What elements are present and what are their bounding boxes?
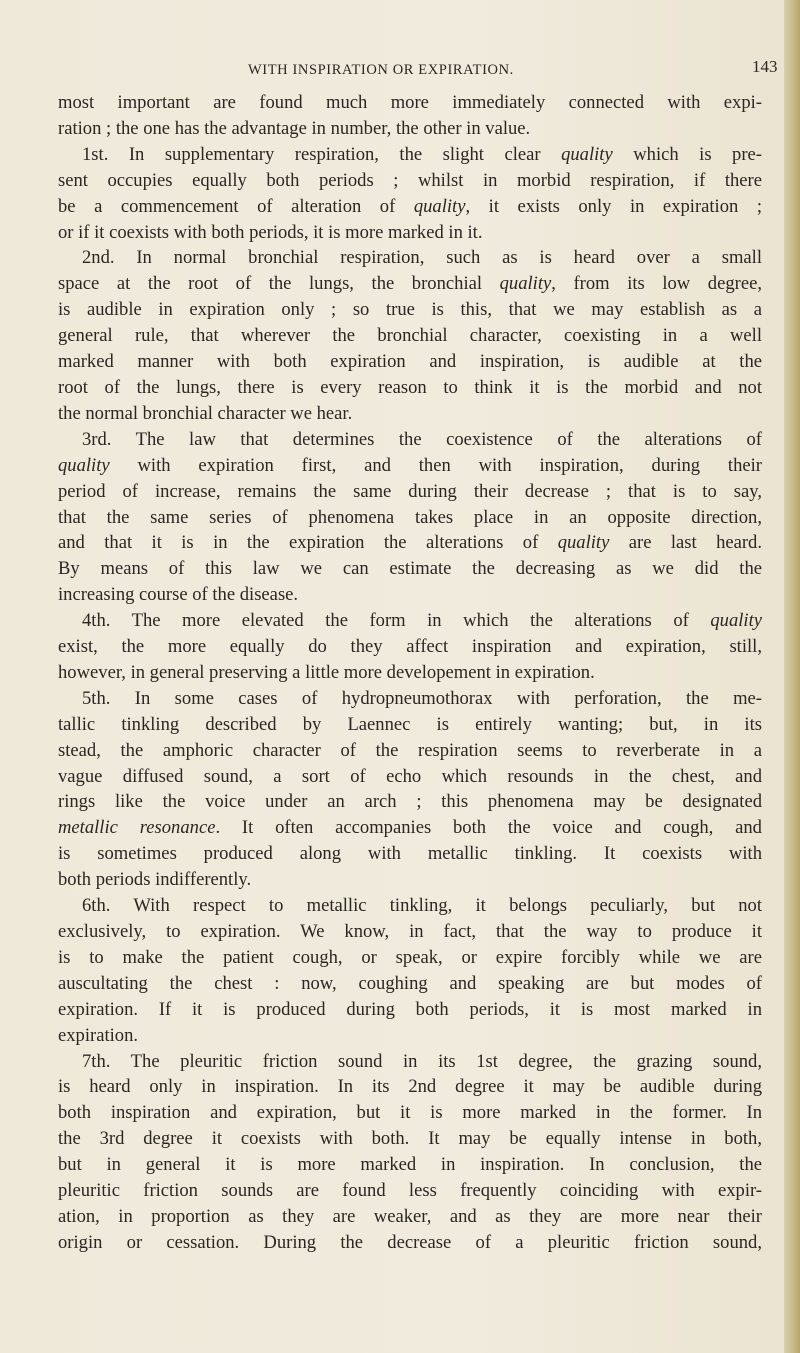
text-line: or if it coexists with both periods, it is more marked in it. bbox=[58, 221, 483, 243]
text-line: both inspiration and expiration, but it is more marked in the former. In bbox=[58, 1102, 762, 1124]
text-line: be a commencement of alteration of quality, it exists only in expiration ; bbox=[58, 195, 763, 217]
text-line: exclusively, to expiration. We know, in fact, that the way to produce it bbox=[58, 921, 762, 942]
text-line: marked manner with both expiration and inspiration, is audible at the bbox=[58, 351, 762, 373]
text-line: general rule, that wherever the bronchial character, coexisting in a well bbox=[58, 325, 762, 347]
body-text bbox=[58, 90, 762, 1256]
text-line: rings like the voice under an arch ; this phenomena may be designated bbox=[58, 791, 762, 813]
text-line: and that it is in the expiration the alterations of quality are last heard. bbox=[58, 532, 763, 554]
text-line: the 3rd degree it coexists with both. It may be equally intense in both, bbox=[58, 1128, 762, 1150]
text-line: vague diffused sound, a sort of echo which resounds in the chest, and bbox=[58, 765, 762, 787]
running-title: WITH INSPIRATION OR EXPIRATION. bbox=[248, 62, 514, 78]
text-line: increasing course of the disease. bbox=[58, 584, 299, 606]
text-line: quality with expiration first, and then with inspiration, during their bbox=[58, 454, 762, 476]
text-line: however, in general preserving a little more developement in expiration. bbox=[58, 661, 595, 683]
text-line: By means of this law we can estimate the decreasing as we did the bbox=[58, 558, 762, 580]
text-line: the normal bronchial character we hear. bbox=[58, 402, 353, 424]
text-line: most important are found much more immediately connected with expi- bbox=[58, 92, 762, 113]
text-line: that the same series of phenomena takes place in an opposite direction, bbox=[58, 506, 762, 528]
text-line: pleuritic friction sounds are found less frequently coinciding with expir- bbox=[58, 1180, 762, 1202]
text-line: is heard only in inspiration. In its 2nd degree it may be audible during bbox=[58, 1076, 762, 1098]
text-line: is sometimes produced along with metallic tinkling. It coexists with bbox=[58, 843, 762, 865]
text-line: 2nd. In normal bronchial respiration, such as is heard over a small bbox=[82, 247, 762, 269]
page-edge bbox=[784, 0, 800, 1353]
page-number: 143 bbox=[752, 57, 778, 76]
text-line: sent occupies equally both periods ; whilst in morbid respiration, if there bbox=[58, 169, 762, 191]
text-line: 5th. In some cases of hydropneumothorax with perforation, the me- bbox=[82, 687, 762, 709]
text-line: auscultating the chest : now, coughing and speaking are but modes of bbox=[58, 972, 762, 994]
text-line: is audible in expiration only ; so true is this, that we may establish as a bbox=[58, 299, 762, 321]
text-line: exist, the more equally do they affect inspiration and expiration, still, bbox=[58, 636, 762, 658]
text-line: stead, the amphoric character of the respiration seems to reverberate in a bbox=[58, 739, 762, 761]
text-line: expiration. bbox=[58, 1024, 139, 1046]
text-line: 6th. With respect to metallic tinkling, it belongs peculiarly, but not bbox=[82, 895, 762, 917]
text-line: ation, in proportion as they are weaker, and as they are more near their bbox=[58, 1205, 762, 1227]
text-line: but in general it is more marked in inspiration. In conclusion, the bbox=[58, 1154, 762, 1176]
text-line: metallic resonance. It often accompanies both the voice and cough, and bbox=[58, 817, 762, 839]
text-line: both periods indifferently. bbox=[58, 869, 252, 891]
text-line: 7th. The pleuritic friction sound in its 1st degree, the grazing sound, bbox=[82, 1050, 762, 1072]
text-line: ration ; the one has the advantage in number, the other in value. bbox=[58, 117, 531, 139]
text-line: tallic tinkling described by Laennec is entirely wanting; but, in its bbox=[58, 713, 762, 735]
text-line: 1st. In supplementary respiration, the slight clear quality which is pre- bbox=[82, 143, 762, 165]
text-line: is to make the patient cough, or speak, or expire forcibly while we are bbox=[58, 946, 762, 968]
text-line: expiration. If it is produced during both periods, it is most marked in bbox=[58, 998, 762, 1020]
text-line: period of increase, remains the same during their decrease ; that is to say, bbox=[58, 480, 762, 502]
text-line: 4th. The more elevated the form in which the alterations of quality bbox=[82, 610, 762, 632]
text-line: space at the root of the lungs, the bronchial quality, from its low degree, bbox=[58, 273, 762, 295]
text-line: root of the lungs, there is every reason to think it is the morbid and not bbox=[58, 376, 762, 398]
text-line: 3rd. The law that determines the coexistence of the alterations of bbox=[82, 428, 762, 450]
text-line: origin or cessation. During the decrease of a pleuritic friction sound, bbox=[58, 1231, 762, 1253]
